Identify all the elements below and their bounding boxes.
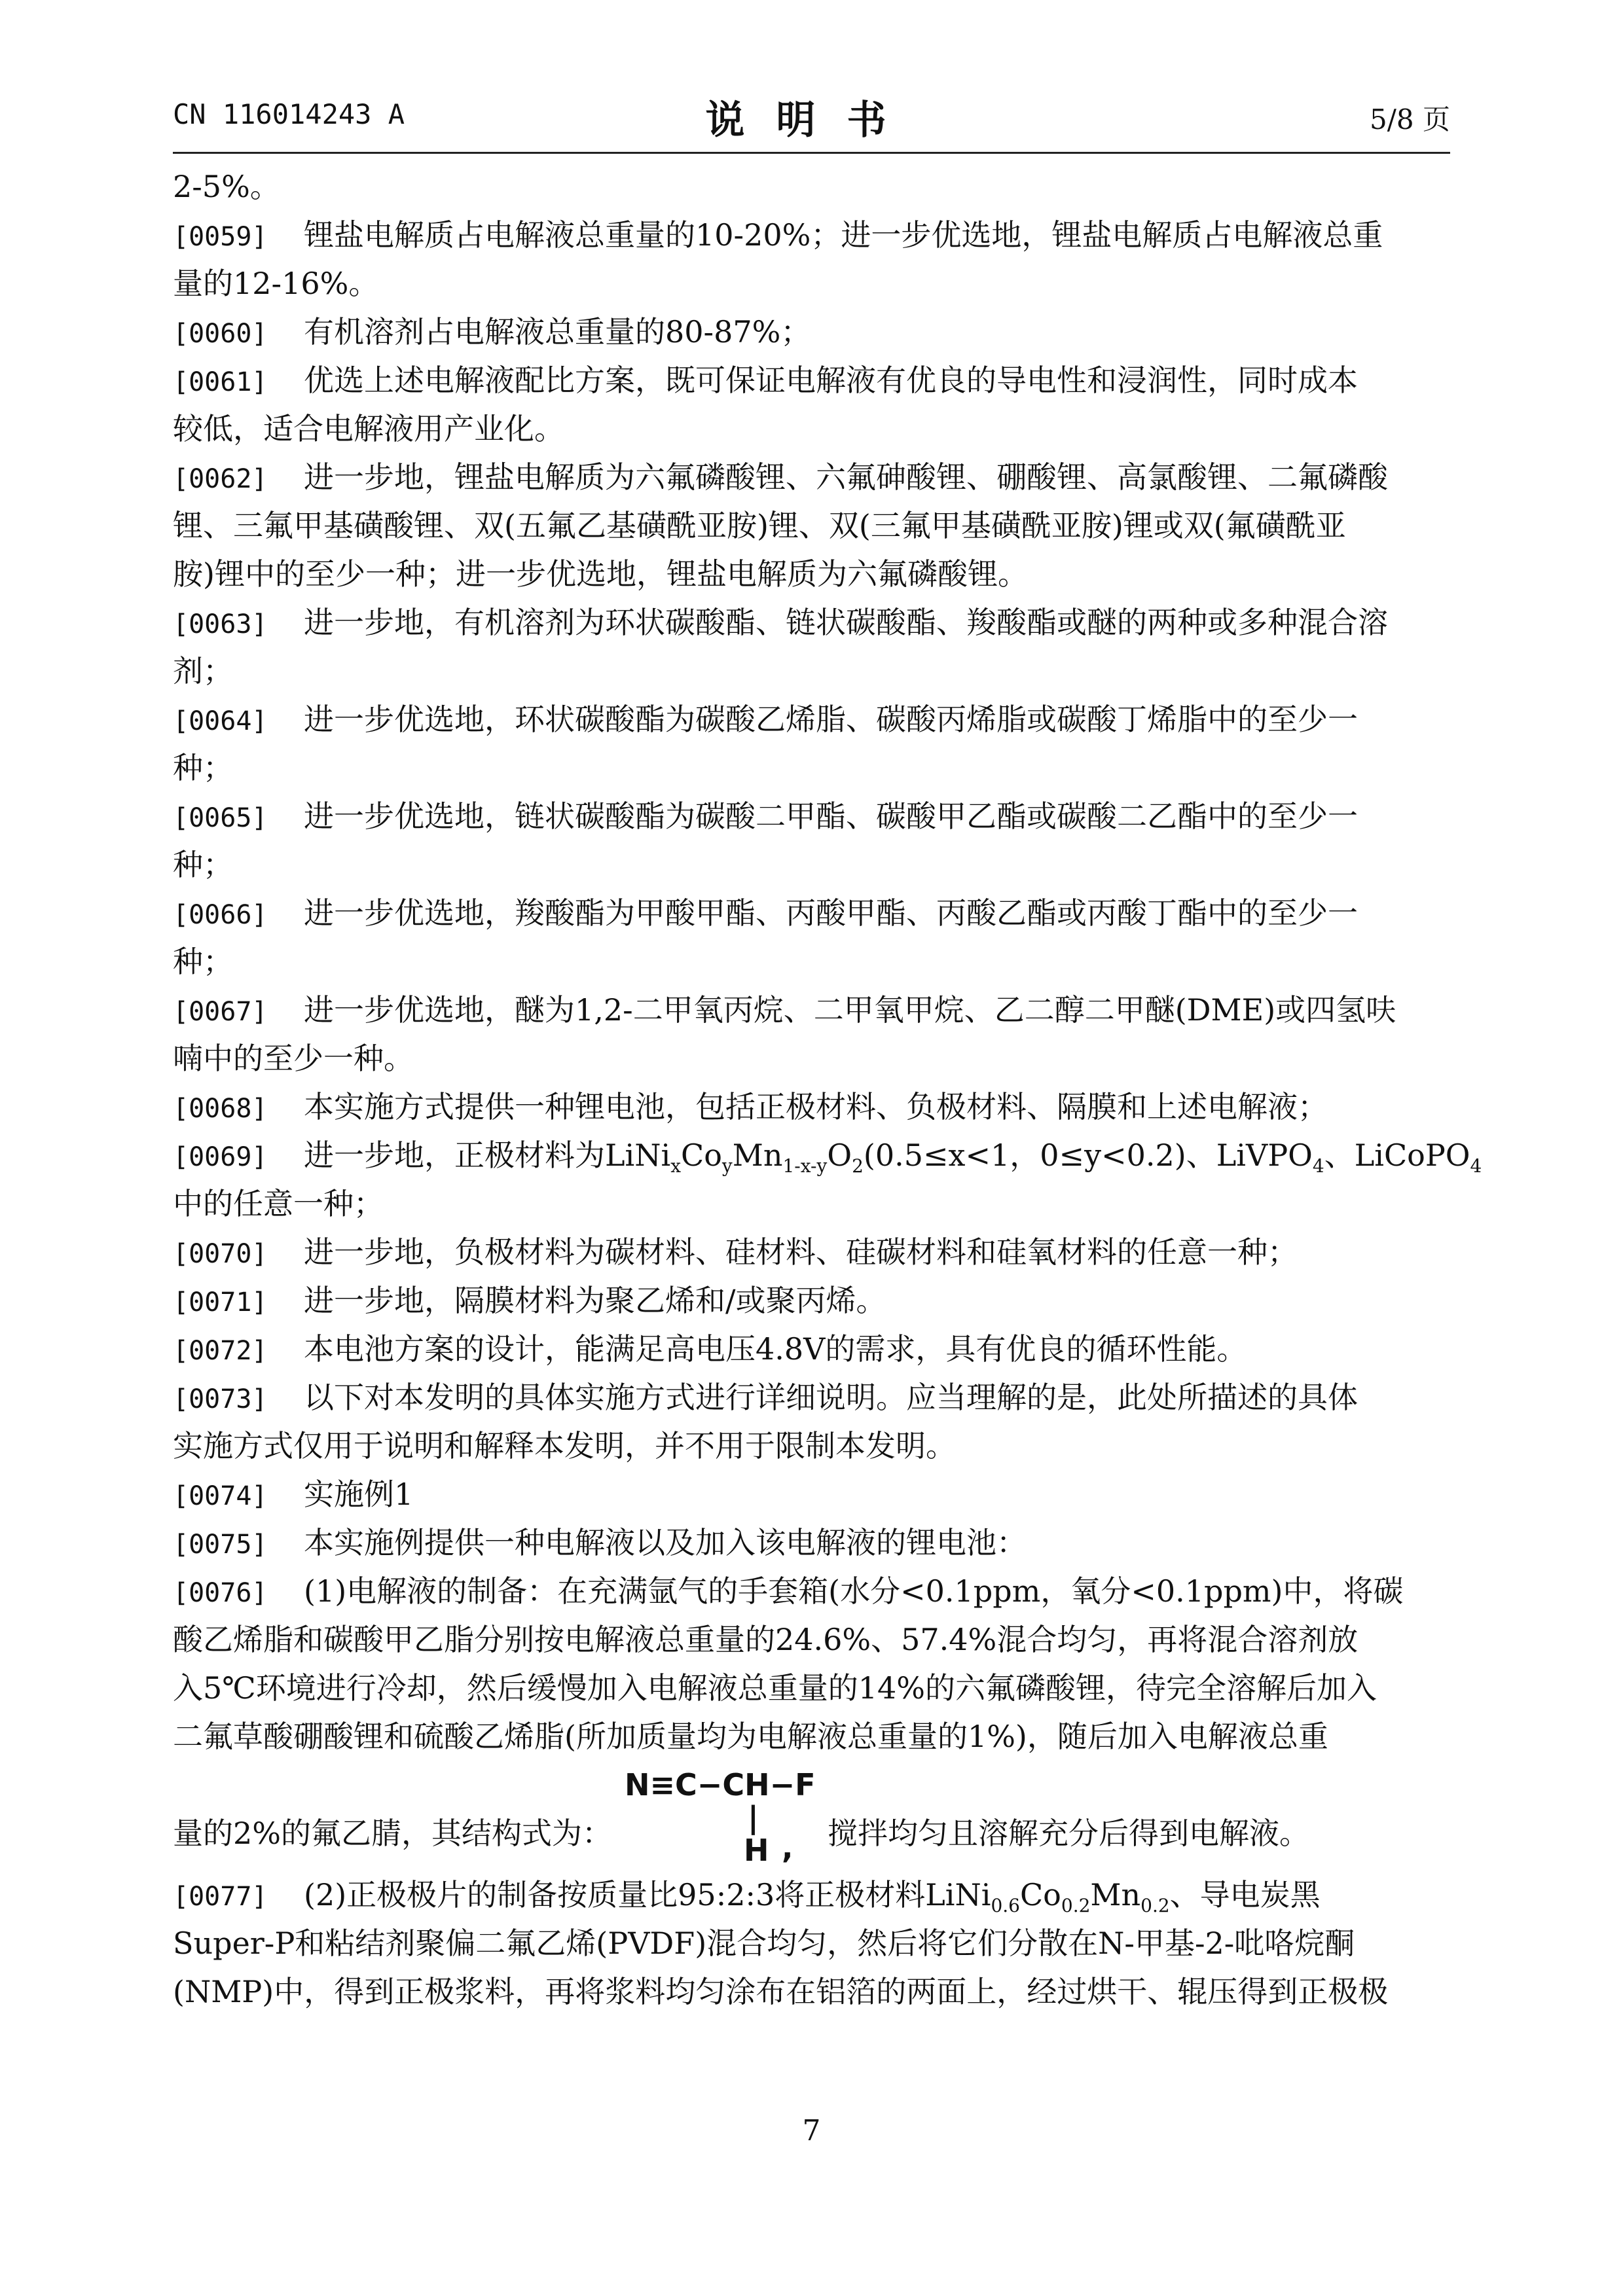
paragraph-text: (1)电解液的制备：在充满氩气的手套箱(水分<0.1ppm，氧分<0.1ppm)中，将碳 [304,1573,1404,1609]
paragraph-text: 实施例1 [304,1477,414,1512]
paragraph-line [173,647,1453,695]
paragraph-text: 2-5%。 [173,169,280,204]
paragraph-text: 进一步优选地，羧酸酯为甲酸甲酯、丙酸甲酯、丙酸乙酯或丙酸丁酯中的至少一 [304,895,1358,931]
paragraph-text: 种； [173,847,233,882]
paragraph-text: 种； [173,944,233,979]
formula-bond: | [748,1800,759,1835]
paragraph-line [173,501,1453,550]
paragraph-text: 剂； [173,653,233,689]
fluoroacetonitrile-structure [625,1761,821,1868]
paragraph-number: [0061] [173,367,268,397]
formula-comma: , [782,1830,793,1865]
structure-formula-line [173,1761,1453,1868]
paragraph-line [173,1567,1453,1615]
paragraph-line [173,1919,1453,1967]
paragraph-line [173,1325,1453,1373]
paragraph-number: [0074] [173,1481,268,1511]
page-indicator: 5/8 页 [1370,103,1450,135]
subscript: 0.2 [1061,1895,1091,1916]
paragraph-number: [0077] [173,1882,268,1912]
paragraph-block-2 [173,1228,1453,1761]
text-run: 、LiCoPO [1324,1138,1470,1173]
paragraph-line [173,1276,1453,1325]
paragraph-number: [0063] [173,609,268,639]
formula-hydrogen: H [744,1833,769,1868]
paragraph-text: 锂、三氟甲基磺酸锂、双(五氟乙基磺酰亚胺)锂、双(三氟甲基磺酰亚胺)锂或双(氟磺酰亚 [173,508,1346,543]
paragraph-line [173,840,1453,889]
paragraph-line [173,1518,1453,1567]
text-run: Co [1019,1877,1061,1912]
subscript: y [721,1155,733,1177]
paragraph-number: [0070] [173,1239,268,1269]
text-run: (2)正极极片的制备按质量比95:2:3将正极材料LiNi [304,1877,991,1912]
paragraph-line [173,1871,1453,1919]
paragraph-line [173,889,1453,937]
paragraph-line [173,453,1453,501]
paragraph-text: 以下对本发明的具体实施方式进行详细说明。应当理解的是，此处所描述的具体 [304,1380,1358,1415]
text-run: 进一步地，正极材料为LiNi [304,1138,671,1173]
text-run: Co [681,1138,722,1173]
paragraph-number: [0067] [173,997,268,1027]
paragraph-text: 胺)锂中的至少一种；进一步优选地，锂盐电解质为六氟磷酸锂。 [173,556,1028,592]
paragraph-number: [0071] [173,1287,268,1318]
paragraph-line [173,1967,1453,2016]
header-rule [173,152,1450,154]
paragraph-line [173,162,1453,211]
text-run: (NMP)中，得到正极浆料，再将浆料均匀涂布在铝箔的两面上，经过烘干、辊压得到正极极 [173,1974,1389,2009]
paragraph-text: 进一步优选地，链状碳酸酯为碳酸二甲酯、碳酸甲乙酯或碳酸二乙酯中的至少一 [304,798,1358,834]
paragraph-text: 进一步地，锂盐电解质为六氟磷酸锂、六氟砷酸锂、硼酸锂、高氯酸锂、二氟磷酸 [304,459,1388,495]
text-run: 量的2%的氟乙腈，其结构式为： [173,1816,612,1851]
paragraph-line [173,1712,1453,1761]
paragraph-line [173,1373,1453,1422]
text-run: 搅拌均匀且溶解充分后得到电解液。 [828,1816,1309,1851]
paragraph-text: 进一步地，隔膜材料为聚乙烯和/或聚丙烯。 [304,1283,886,1318]
doc-number: CN 116014243 A [173,98,405,130]
paragraph-text: 较低，适合电解液用产业化。 [173,411,564,446]
paragraph-number: [0069] [173,1142,268,1172]
paragraph-text: 本实施方式提供一种锂电池，包括正极材料、负极材料、隔膜和上述电解液； [304,1089,1328,1124]
paragraph-text: 优选上述电解液配比方案，既可保证电解液有优良的导电性和浸润性，同时成本 [304,363,1358,398]
formula-main-chain: N≡C−CH−F [625,1767,816,1803]
paragraph-number: [0076] [173,1578,268,1608]
paragraph-text: 进一步优选地，环状碳酸酯为碳酸乙烯脂、碳酸丙烯脂或碳酸丁烯脂中的至少一 [304,702,1358,737]
paragraph-line [173,1664,1453,1712]
paragraph-text: 进一步优选地，醚为1,2-二甲氧丙烷、二甲氧甲烷、乙二醇二甲醚(DME)或四氢呋 [304,992,1396,1028]
paragraph-text: 进一步地，负极材料为碳材料、硅材料、硅碳材料和硅氧材料的任意一种； [304,1234,1298,1270]
paragraph-number: [0059] [173,222,268,252]
paragraph-number: [0068] [173,1094,268,1124]
subscript: 0.6 [991,1895,1020,1916]
subscript: 0.2 [1140,1895,1170,1916]
paragraph-line [173,356,1453,404]
paragraph-number: [0064] [173,706,268,736]
paragraph-number: [0075] [173,1530,268,1560]
page-title: 说明书 [705,98,918,143]
paragraph-number: [0060] [173,319,268,349]
text-run: (0.5≤x<1，0≤y<0.2)、LiVPO [863,1138,1313,1173]
paragraph-line [173,1615,1453,1664]
paragraph-line [173,1228,1453,1276]
text-run: Mn [1090,1877,1141,1912]
text-run: Mn [732,1138,783,1173]
paragraph-line [173,550,1453,598]
paragraph-text: 入5℃环境进行冷却，然后缓慢加入电解液总重量的14%的六氟磷酸锂，待完全溶解后加入 [173,1670,1377,1706]
paragraph-number: [0073] [173,1384,268,1414]
paragraph-text: 有机溶剂占电解液总重量的80-87%； [304,314,811,350]
paragraph-line [173,744,1453,792]
paragraph-line [173,1422,1453,1470]
subscript: 2 [852,1155,864,1177]
paragraph-text: 量的12-16%。 [173,266,379,301]
paragraph-line [173,211,1453,259]
paragraph-text: 本实施例提供一种电解液以及加入该电解液的锂电池： [304,1525,1027,1560]
text-run: Super-P和粘结剂聚偏二氟乙烯(PVDF)混合均匀，然后将它们分散在N-甲基-2-吡咯烷酮 [173,1926,1355,1961]
paragraph-block-1 [173,162,1453,1131]
text-run: 、导电炭黑 [1169,1877,1321,1912]
paragraph-line [173,1131,1482,1179]
document-body [173,162,1482,2016]
paragraph-number: [0065] [173,803,268,833]
paragraph-line [173,792,1453,840]
paragraph-text: 本电池方案的设计，能满足高电压4.8V的需求，具有优良的循环性能。 [304,1331,1247,1367]
paragraph-line [173,259,1453,308]
paragraph-number: [0066] [173,900,268,930]
paragraph-line [173,598,1453,647]
paragraph-line [173,404,1453,453]
paragraph-text: 二氟草酸硼酸锂和硫酸乙烯脂(所加质量均为电解液总重量的1%)，随后加入电解液总重 [173,1719,1328,1754]
subscript: 4 [1470,1155,1482,1177]
text-run: 中的任意一种； [173,1186,384,1221]
page-number: 7 [802,2114,821,2147]
paragraph-line [173,1083,1453,1131]
paragraph-line [173,1034,1453,1083]
paragraph-line [173,1179,1453,1228]
paragraph-number: [0072] [173,1336,268,1366]
paragraph-text: 种； [173,750,233,785]
paragraph-number: [0062] [173,464,268,494]
paragraph-line [173,308,1453,356]
subscript: 4 [1312,1155,1324,1177]
paragraph-line [173,937,1453,986]
paragraph-line [173,986,1453,1034]
paragraph-line [173,1470,1453,1518]
paragraph-text: 喃中的至少一种。 [173,1041,414,1076]
paragraph-text: 酸乙烯脂和碳酸甲乙脂分别按电解液总重量的24.6%、57.4%混合均匀，再将混合溶剂放 [173,1622,1359,1657]
paragraph-text: 进一步地，有机溶剂为环状碳酸酯、链状碳酸酯、羧酸酯或醚的两种或多种混合溶 [304,605,1388,640]
subscript: x [670,1155,682,1177]
subscript: 1-x-y [782,1155,828,1177]
paragraph-line [173,695,1453,744]
paragraph-text: 实施方式仅用于说明和解释本发明，并不用于限制本发明。 [173,1428,956,1463]
paragraph-text: 锂盐电解质占电解液总重量的10-20%；进一步优选地，锂盐电解质占电解液总重 [304,217,1383,253]
text-run: O [827,1138,852,1173]
